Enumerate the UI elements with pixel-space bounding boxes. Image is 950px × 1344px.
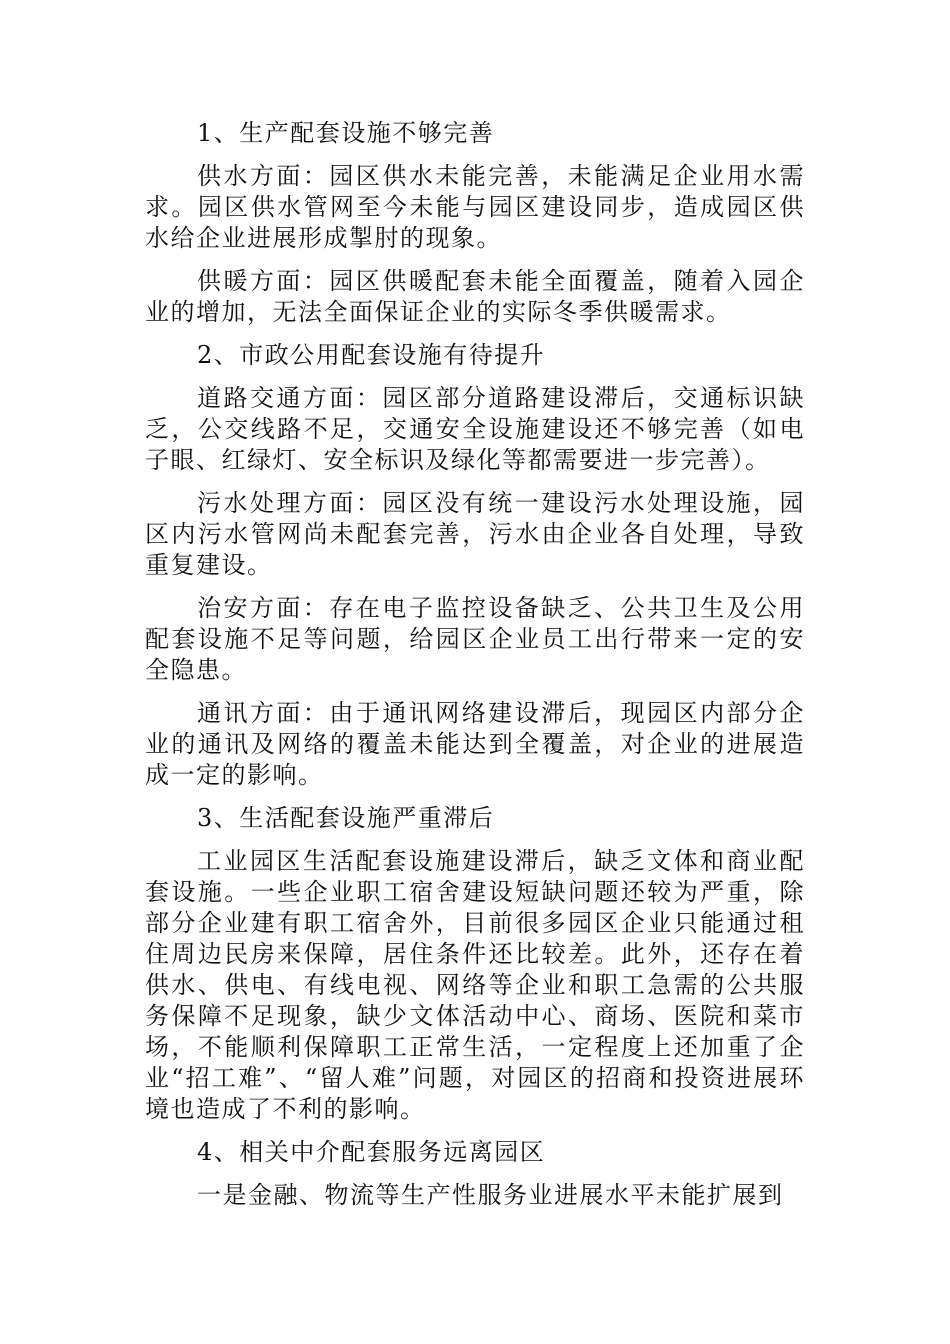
- section-heading-4: 4、相关中介配套服务远离园区: [197, 1138, 546, 1166]
- section-heading-1: 1、生产配套设施不够完善: [197, 119, 495, 147]
- paragraph-sewage: 污水处理方面：园区没有统一建设污水处理设施，园区内污水管网尚未配套完善，污水由企业各自处理，导致重复建设。: [145, 489, 805, 579]
- document-page: [145, 118, 805, 1223]
- section-heading-3: 3、生活配套设施严重滞后: [197, 804, 495, 832]
- paragraph-intermediary-services: 一是金融、物流等生产性服务业进展水平未能扩展到: [197, 1181, 784, 1209]
- paragraph-heating: 供暖方面：园区供暖配套未能全面覆盖，随着入园企业的增加，无法全面保证企业的实际冬季供暖需求。: [145, 267, 805, 326]
- paragraph-communications: 通讯方面：由于通讯网络建设滞后，现园区内部分企业的通讯及网络的覆盖未能达到全覆盖，对企业的进展造成一定的影响。: [145, 699, 805, 789]
- paragraph-road-traffic: 道路交通方面：园区部分道路建设滞后，交通标识缺乏，公交线路不足，交通安全设施建设还不够完善（如电子眼、红绿灯、安全标识及绿化等都需要进一步完善）。: [145, 384, 805, 474]
- paragraph-water-supply: 供水方面：园区供水未能完善，未能满足企业用水需求。园区供水管网至今未能与园区建设同步，造成园区供水给企业进展形成掣肘的现象。: [145, 162, 805, 252]
- paragraph-living-facilities: 工业园区生活配套设施建设滞后，缺乏文体和商业配套设施。一些企业职工宿舍建设短缺问题还较为严重，除部分企业建有职工宿舍外，目前很多园区企业只能通过租住周边民房来保障，居住条件还比较差。此外，还存在着供水、供电、有线电视、网络等企业和职工急需的公共服务保障不足现象，缺少文体活动中心、商场、医院和菜市场，不能顺利保障职工正常生活，一定程度上还加重了企业“招工难”、“留人难”问题，对园区的招商和投资进展环境也造成了不利的影响。: [145, 847, 805, 1123]
- section-heading-2: 2、市政公用配套设施有待提升: [197, 341, 546, 369]
- paragraph-public-security: 治安方面：存在电子监控设备缺乏、公共卫生及公用配套设施不足等问题，给园区企业员工出行带来一定的安全隐患。: [145, 594, 805, 684]
